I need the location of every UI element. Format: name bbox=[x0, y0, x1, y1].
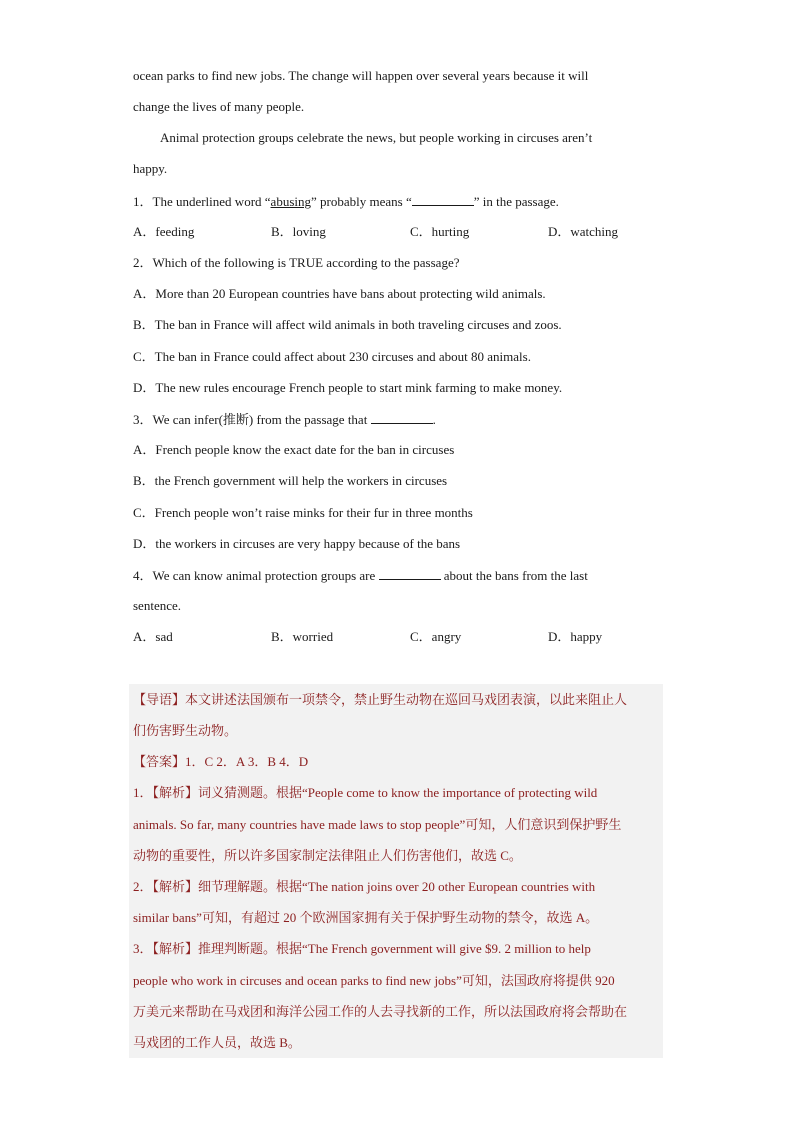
q1-prefix: 1．The underlined word “ bbox=[133, 194, 271, 209]
answer-section-background bbox=[129, 684, 663, 1058]
q2-option-d: D．The new rules encourage French people to start mink farming to make money. bbox=[133, 380, 563, 395]
q3-option-b: B．the French government will help the workers in circuses bbox=[133, 473, 448, 488]
q4-option-d: D．happy bbox=[548, 629, 603, 644]
q3-option-c: C．French people won’t raise minks for their fur in three months bbox=[133, 505, 473, 520]
question-2-stem: 2．Which of the following is TRUE according to the passage? bbox=[133, 255, 460, 270]
q2-option-b: B．The ban in France will affect wild animals in both traveling circuses and zoos. bbox=[133, 317, 562, 332]
explanation-1-line-1: 1．【解析】词义猜测题。根据“People come to know the importance of protecting wild bbox=[133, 785, 598, 800]
guide-tag: 【导语】 bbox=[133, 692, 186, 707]
q3-stem-text: 3．We can infer(推断) from the passage that bbox=[133, 412, 368, 427]
guide-line-2: 们伤害野生动物。 bbox=[133, 723, 238, 738]
explanation-2-line-2: similar bans”可知，有超过 20 个欧洲国家拥有关于保护野生动物的禁令，故选 A。 bbox=[133, 910, 599, 925]
passage-line-1: ocean parks to find new jobs. The change will happen over several years because it will bbox=[133, 68, 589, 83]
q4-option-b: B．worried bbox=[271, 629, 334, 644]
passage-line-4: happy. bbox=[133, 161, 168, 176]
q4-stem-after: about the bans from the last bbox=[443, 568, 588, 583]
q1-option-a: A．feeding bbox=[133, 224, 195, 239]
q1-middle: ” probably means “ bbox=[311, 194, 412, 209]
explanation-2-line-1: 2．【解析】细节理解题。根据“The nation joins over 20 other European countries with bbox=[133, 879, 596, 894]
q4-stem-line-2: sentence. bbox=[133, 598, 182, 613]
q4-option-c: C．angry bbox=[410, 629, 462, 644]
q3-option-d: D．the workers in circuses are very happy because of the bans bbox=[133, 536, 461, 551]
q4-answer-blank bbox=[379, 567, 441, 580]
answer-key-text: 1．C 2．A 3．B 4．D bbox=[185, 754, 309, 769]
answer-key-line bbox=[133, 754, 308, 770]
q1-underlined-word: abusing bbox=[270, 194, 311, 209]
question-1-stem bbox=[133, 193, 559, 210]
q4-stem-before: 4．We can know animal protection groups are bbox=[133, 568, 376, 583]
explanation-1-line-2: animals. So far, many countries have made laws to stop people”可知，人们意识到保护野生 bbox=[133, 817, 622, 832]
guide-text-1: 本文讲述法国颁布一项禁令，禁止野生动物在巡回马戏团表演，以此来阻止人 bbox=[185, 692, 628, 707]
answer-key-tag: 【答案】 bbox=[133, 754, 186, 769]
passage-line-3: Animal protection groups celebrate the news, but people working in circuses aren’t bbox=[160, 130, 593, 145]
q1-option-b: B．loving bbox=[271, 224, 326, 239]
q2-option-a: A．More than 20 European countries have bans about protecting wild animals. bbox=[133, 286, 546, 301]
q1-answer-blank bbox=[412, 193, 474, 206]
explanation-3-line-2: people who work in circuses and ocean parks to find new jobs”可知，法国政府将提供 920 bbox=[133, 973, 615, 988]
guide-line-1 bbox=[133, 692, 627, 708]
q4-option-a: A．sad bbox=[133, 629, 173, 644]
explanation-3-line-1: 3．【解析】推理判断题。根据“The French government will give $9. 2 million to help bbox=[133, 941, 591, 956]
question-3-stem bbox=[133, 411, 436, 428]
q1-option-c: C．hurting bbox=[410, 224, 470, 239]
question-4-stem bbox=[133, 567, 588, 584]
passage-line-2: change the lives of many people. bbox=[133, 99, 305, 114]
q1-suffix: ” in the passage. bbox=[473, 194, 559, 209]
q3-answer-blank bbox=[371, 411, 433, 424]
q2-option-c: C．The ban in France could affect about 230 circuses and about 80 animals. bbox=[133, 349, 531, 364]
explanation-3-line-3: 万美元来帮助在马戏团和海洋公园工作的人去寻找新的工作，所以法国政府将会帮助在 bbox=[133, 1004, 628, 1019]
q3-stem-end: . bbox=[432, 412, 436, 427]
q1-option-d: D．watching bbox=[548, 224, 619, 239]
q3-option-a: A．French people know the exact date for the ban in circuses bbox=[133, 442, 455, 457]
explanation-3-line-4: 马戏团的工作人员，故选 B。 bbox=[133, 1035, 301, 1050]
explanation-1-line-3: 动物的重要性，所以许多国家制定法律阻止人们伤害他们，故选 C。 bbox=[133, 848, 522, 863]
